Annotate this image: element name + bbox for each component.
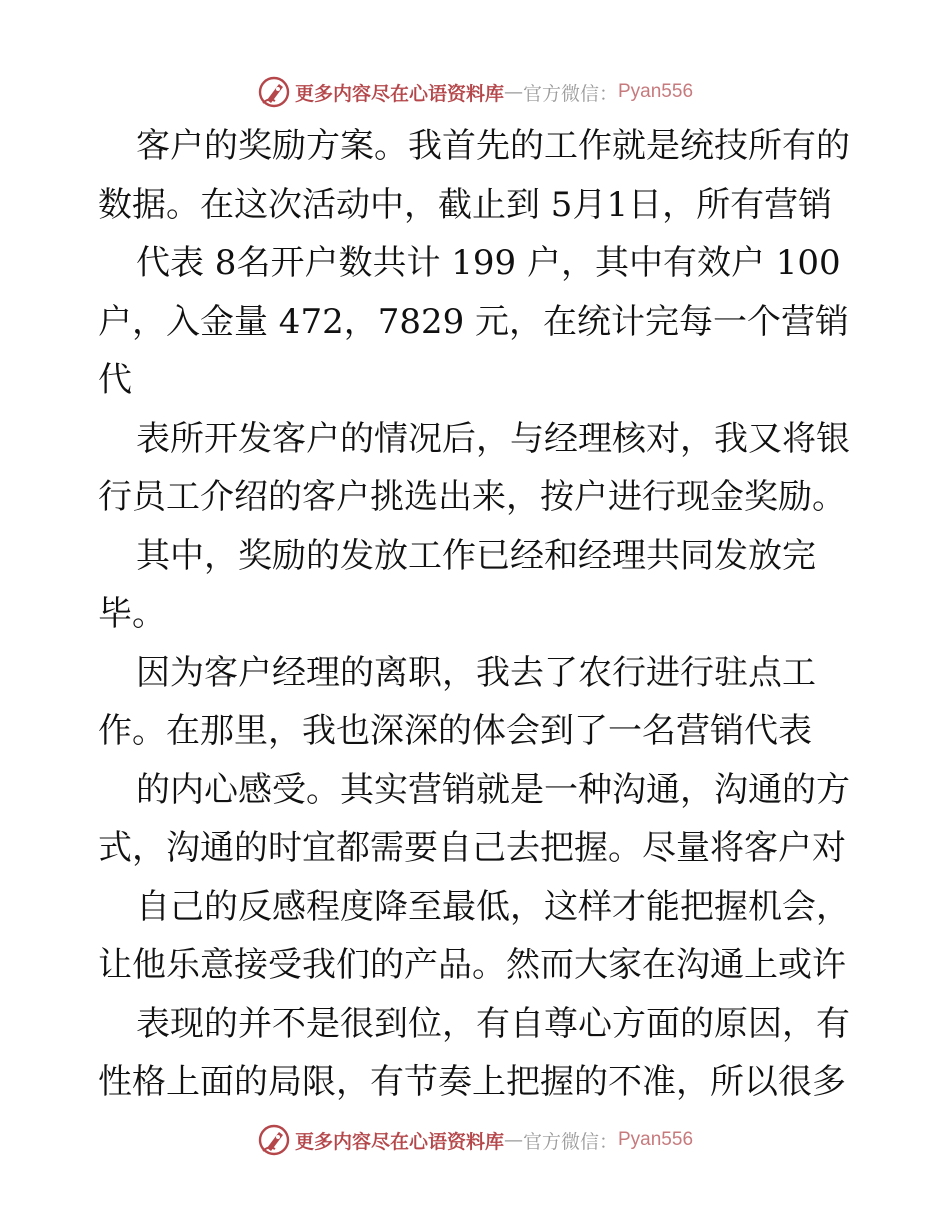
watermark-main-text: 更多内容尽在心语资料库: [294, 1130, 504, 1153]
text-line: 因为客户经理的离职，我去了农行进行驻点工: [136, 652, 816, 693]
watermark-dash: —: [503, 1129, 523, 1151]
pen-nib-logo-icon: [257, 1123, 291, 1157]
text-line: 行员工介绍的客户挑选出来，按户进行现金奖励。: [98, 477, 846, 517]
text-line: 性格上面的局限，有节奏上把握的不准，所以很多: [98, 1062, 846, 1102]
text-line: 数据。在这次活动中，截止到 5月1日，所有营销: [98, 184, 833, 225]
pen-nib-logo-icon: [257, 75, 291, 109]
text-line: 其中，奖励的发放工作已经和经理共同发放完: [136, 535, 816, 576]
document-body: [98, 117, 858, 1112]
text-line: 的内心感受。其实营销就是一种沟通，沟通的方: [136, 769, 850, 810]
text-line: 表所开发客户的情况后，与经理核对，我又将银: [136, 418, 850, 459]
header-watermark: [0, 72, 950, 112]
watermark-wechat-id: Pyan556: [618, 1129, 694, 1150]
watermark-wechat-id: Pyan556: [618, 81, 694, 102]
text-line: 代: [98, 360, 132, 400]
text-line: 代表 8名开户数共计 199 户，其中有效户 100: [136, 243, 841, 283]
footer-watermark: [0, 1120, 950, 1160]
watermark-main-text: 更多内容尽在心语资料库: [294, 82, 504, 105]
text-line: 客户的奖励方案。我首先的工作就是统技所有的: [136, 126, 850, 166]
text-line: 户，入金量 472，7829 元，在统计完每一个营销: [98, 301, 850, 342]
text-line: 式，沟通的时宜都需要自己去把握。尽量将客户对: [98, 828, 846, 868]
text-line: 自己的反感程度降至最低，这样才能把握机会，: [136, 886, 850, 927]
text-line: 毕。: [98, 594, 166, 634]
watermark-official-label: 官方微信：: [522, 1130, 618, 1153]
watermark-official-label: 官方微信：: [522, 82, 618, 105]
text-line: 让他乐意接受我们的产品。然而大家在沟通上或许: [98, 945, 846, 985]
text-line: 表现的并不是很到位，有自尊心方面的原因，有: [136, 1003, 850, 1044]
text-line: 作。在那里，我也深深的体会到了一名营销代表: [98, 711, 812, 751]
watermark-dash: —: [503, 81, 523, 103]
